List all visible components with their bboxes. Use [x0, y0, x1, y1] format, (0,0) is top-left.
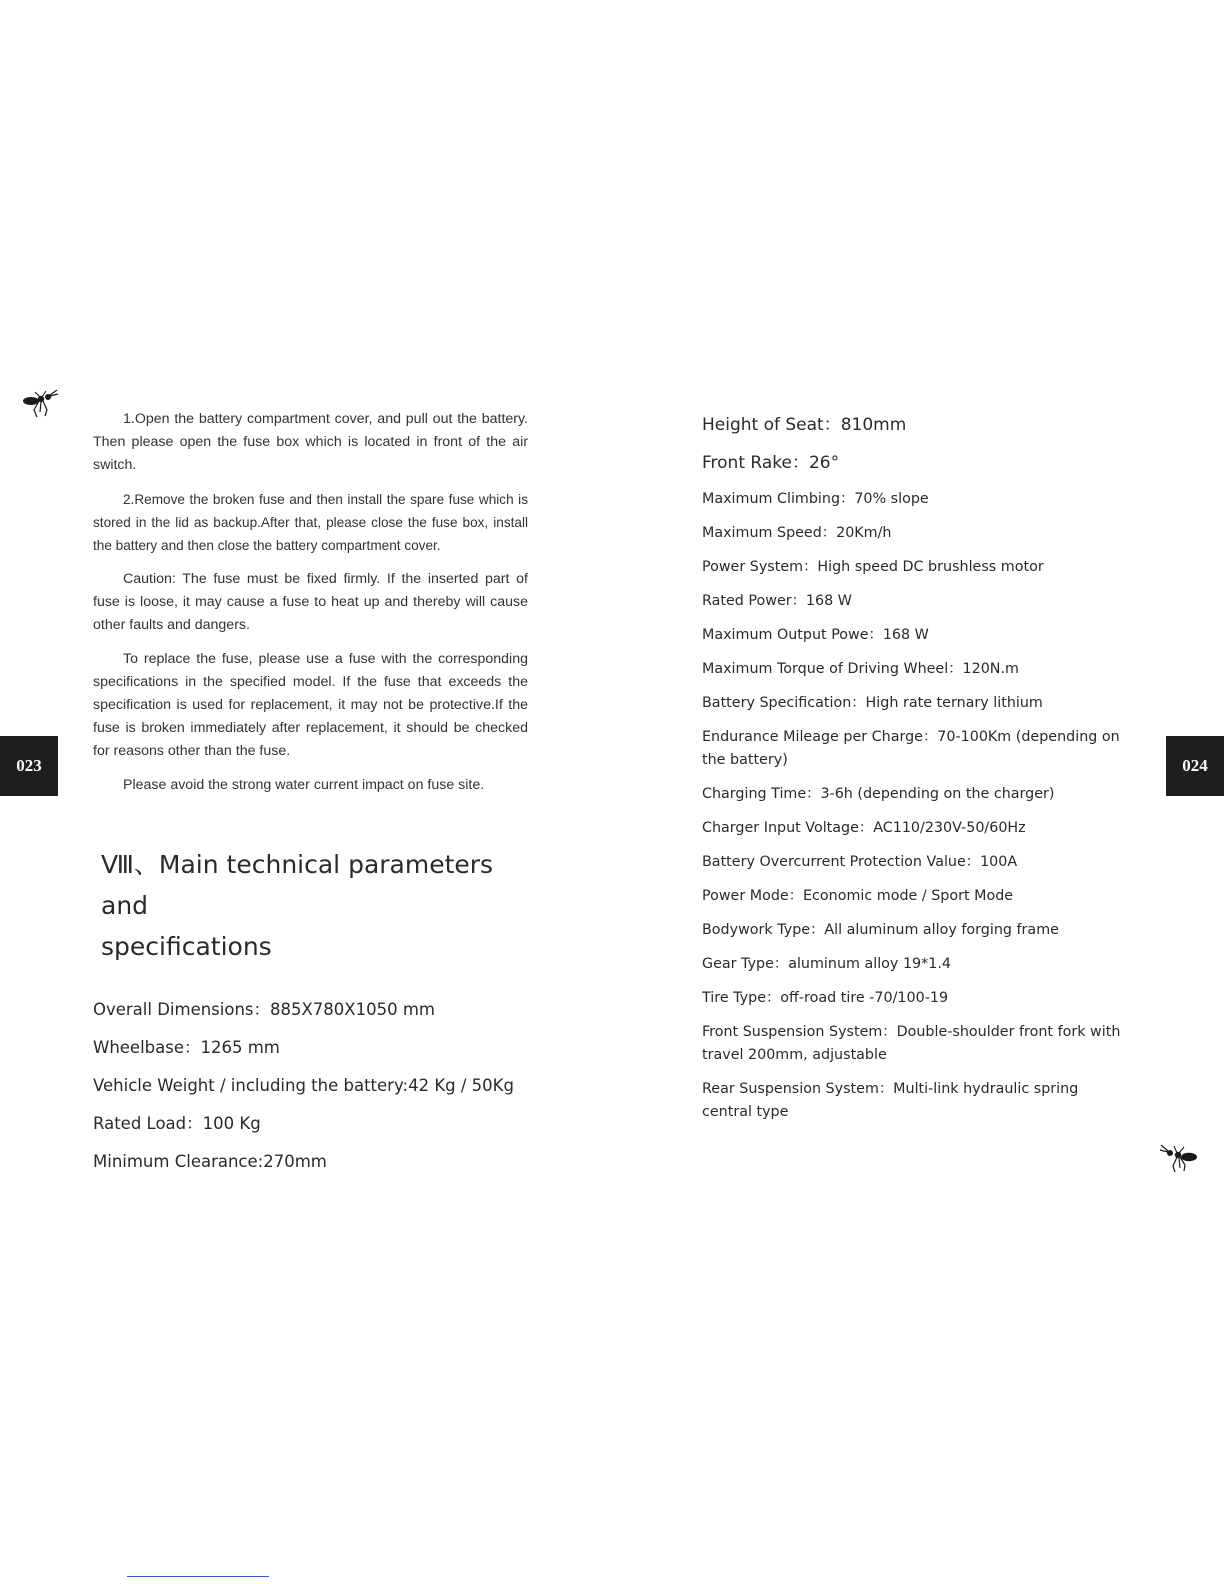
page-number-left: 023 [0, 736, 58, 796]
spec-item: Height of Seat：810mm [702, 415, 907, 435]
spec-item: Front Rake：26° [702, 453, 840, 473]
spec-item: Tire Type：off-road tire -70/100-19 [702, 990, 949, 1006]
spec-item: Maximum Speed：20Km/h [702, 525, 892, 541]
paragraph: Please avoid the strong water current impact on fuse site. [123, 777, 485, 793]
spec-item: Endurance Mileage per Charge：70-100Km (depending on the battery) [702, 729, 1120, 768]
spec-item: Battery Overcurrent Protection Value：100A [702, 854, 1018, 870]
spec-item: Rated Power：168 W [702, 593, 852, 609]
spec-item: Rated Load：100 Kg [93, 1114, 261, 1133]
spec-item: Charging Time：3-6h (depending on the charger) [702, 786, 1055, 802]
right-page-content [702, 412, 1122, 1135]
paragraph: 2.Remove the broken fuse and then install the spare fuse which is stored in the lid as backup.After that, please close the fuse box, install the battery and then close the battery compartment cover. [93, 492, 528, 553]
paragraph: Caution: The fuse must be fixed firmly. If the inserted part of fuse is loose, it may cause a fuse to heat up and thereby will cause other faults and dangers. [93, 571, 528, 633]
spec-item: Gear Type：aluminum alloy 19*1.4 [702, 956, 952, 972]
spec-item: Vehicle Weight / including the battery:42 Kg / 50Kg [93, 1076, 514, 1095]
spec-item: Maximum Climbing：70% slope [702, 491, 929, 507]
left-page-content [93, 408, 528, 1188]
section-heading-line2: specifications [101, 932, 272, 961]
paragraph: 1.Open the battery compartment cover, and pull out the battery. Then please open the fuse box which is located in front of the air switch. [93, 411, 528, 473]
spec-item: Minimum Clearance:270mm [93, 1152, 327, 1171]
page-number-right: 024 [1166, 736, 1224, 796]
ant-icon [1158, 1142, 1200, 1174]
spec-item: Overall Dimensions：885X780X1050 mm [93, 1000, 435, 1019]
spec-item: Front Suspension System：Double-shoulder front fork with travel 200mm, adjustable [702, 1024, 1121, 1063]
spec-item: Rear Suspension System：Multi-link hydraulic spring central type [702, 1081, 1079, 1120]
spec-item: Bodywork Type：All aluminum alloy forging frame [702, 922, 1059, 938]
spec-item: Power System：High speed DC brushless motor [702, 559, 1044, 575]
link-underline[interactable] [127, 1576, 269, 1577]
section-heading [101, 844, 528, 967]
spec-item: Maximum Torque of Driving Wheel：120N.m [702, 661, 1019, 677]
spec-item: Maximum Output Powe：168 W [702, 627, 929, 643]
section-heading-line1: Ⅷ、Main technical parameters and [101, 850, 494, 920]
ant-icon [20, 388, 62, 420]
paragraph: To replace the fuse, please use a fuse with the corresponding specifications in the specified model. If the fuse that exceeds the specification is used for replacement, it may not be protective.If the fuse is broken immediately after replacement, it should be checked for reasons other than the fuse. [93, 651, 528, 759]
spec-item: Battery Specification：High rate ternary lithium [702, 695, 1043, 711]
spec-item: Charger Input Voltage：AC110/230V-50/60Hz [702, 820, 1026, 836]
spec-item: Power Mode：Economic mode / Sport Mode [702, 888, 1014, 904]
spec-item: Wheelbase：1265 mm [93, 1038, 280, 1057]
